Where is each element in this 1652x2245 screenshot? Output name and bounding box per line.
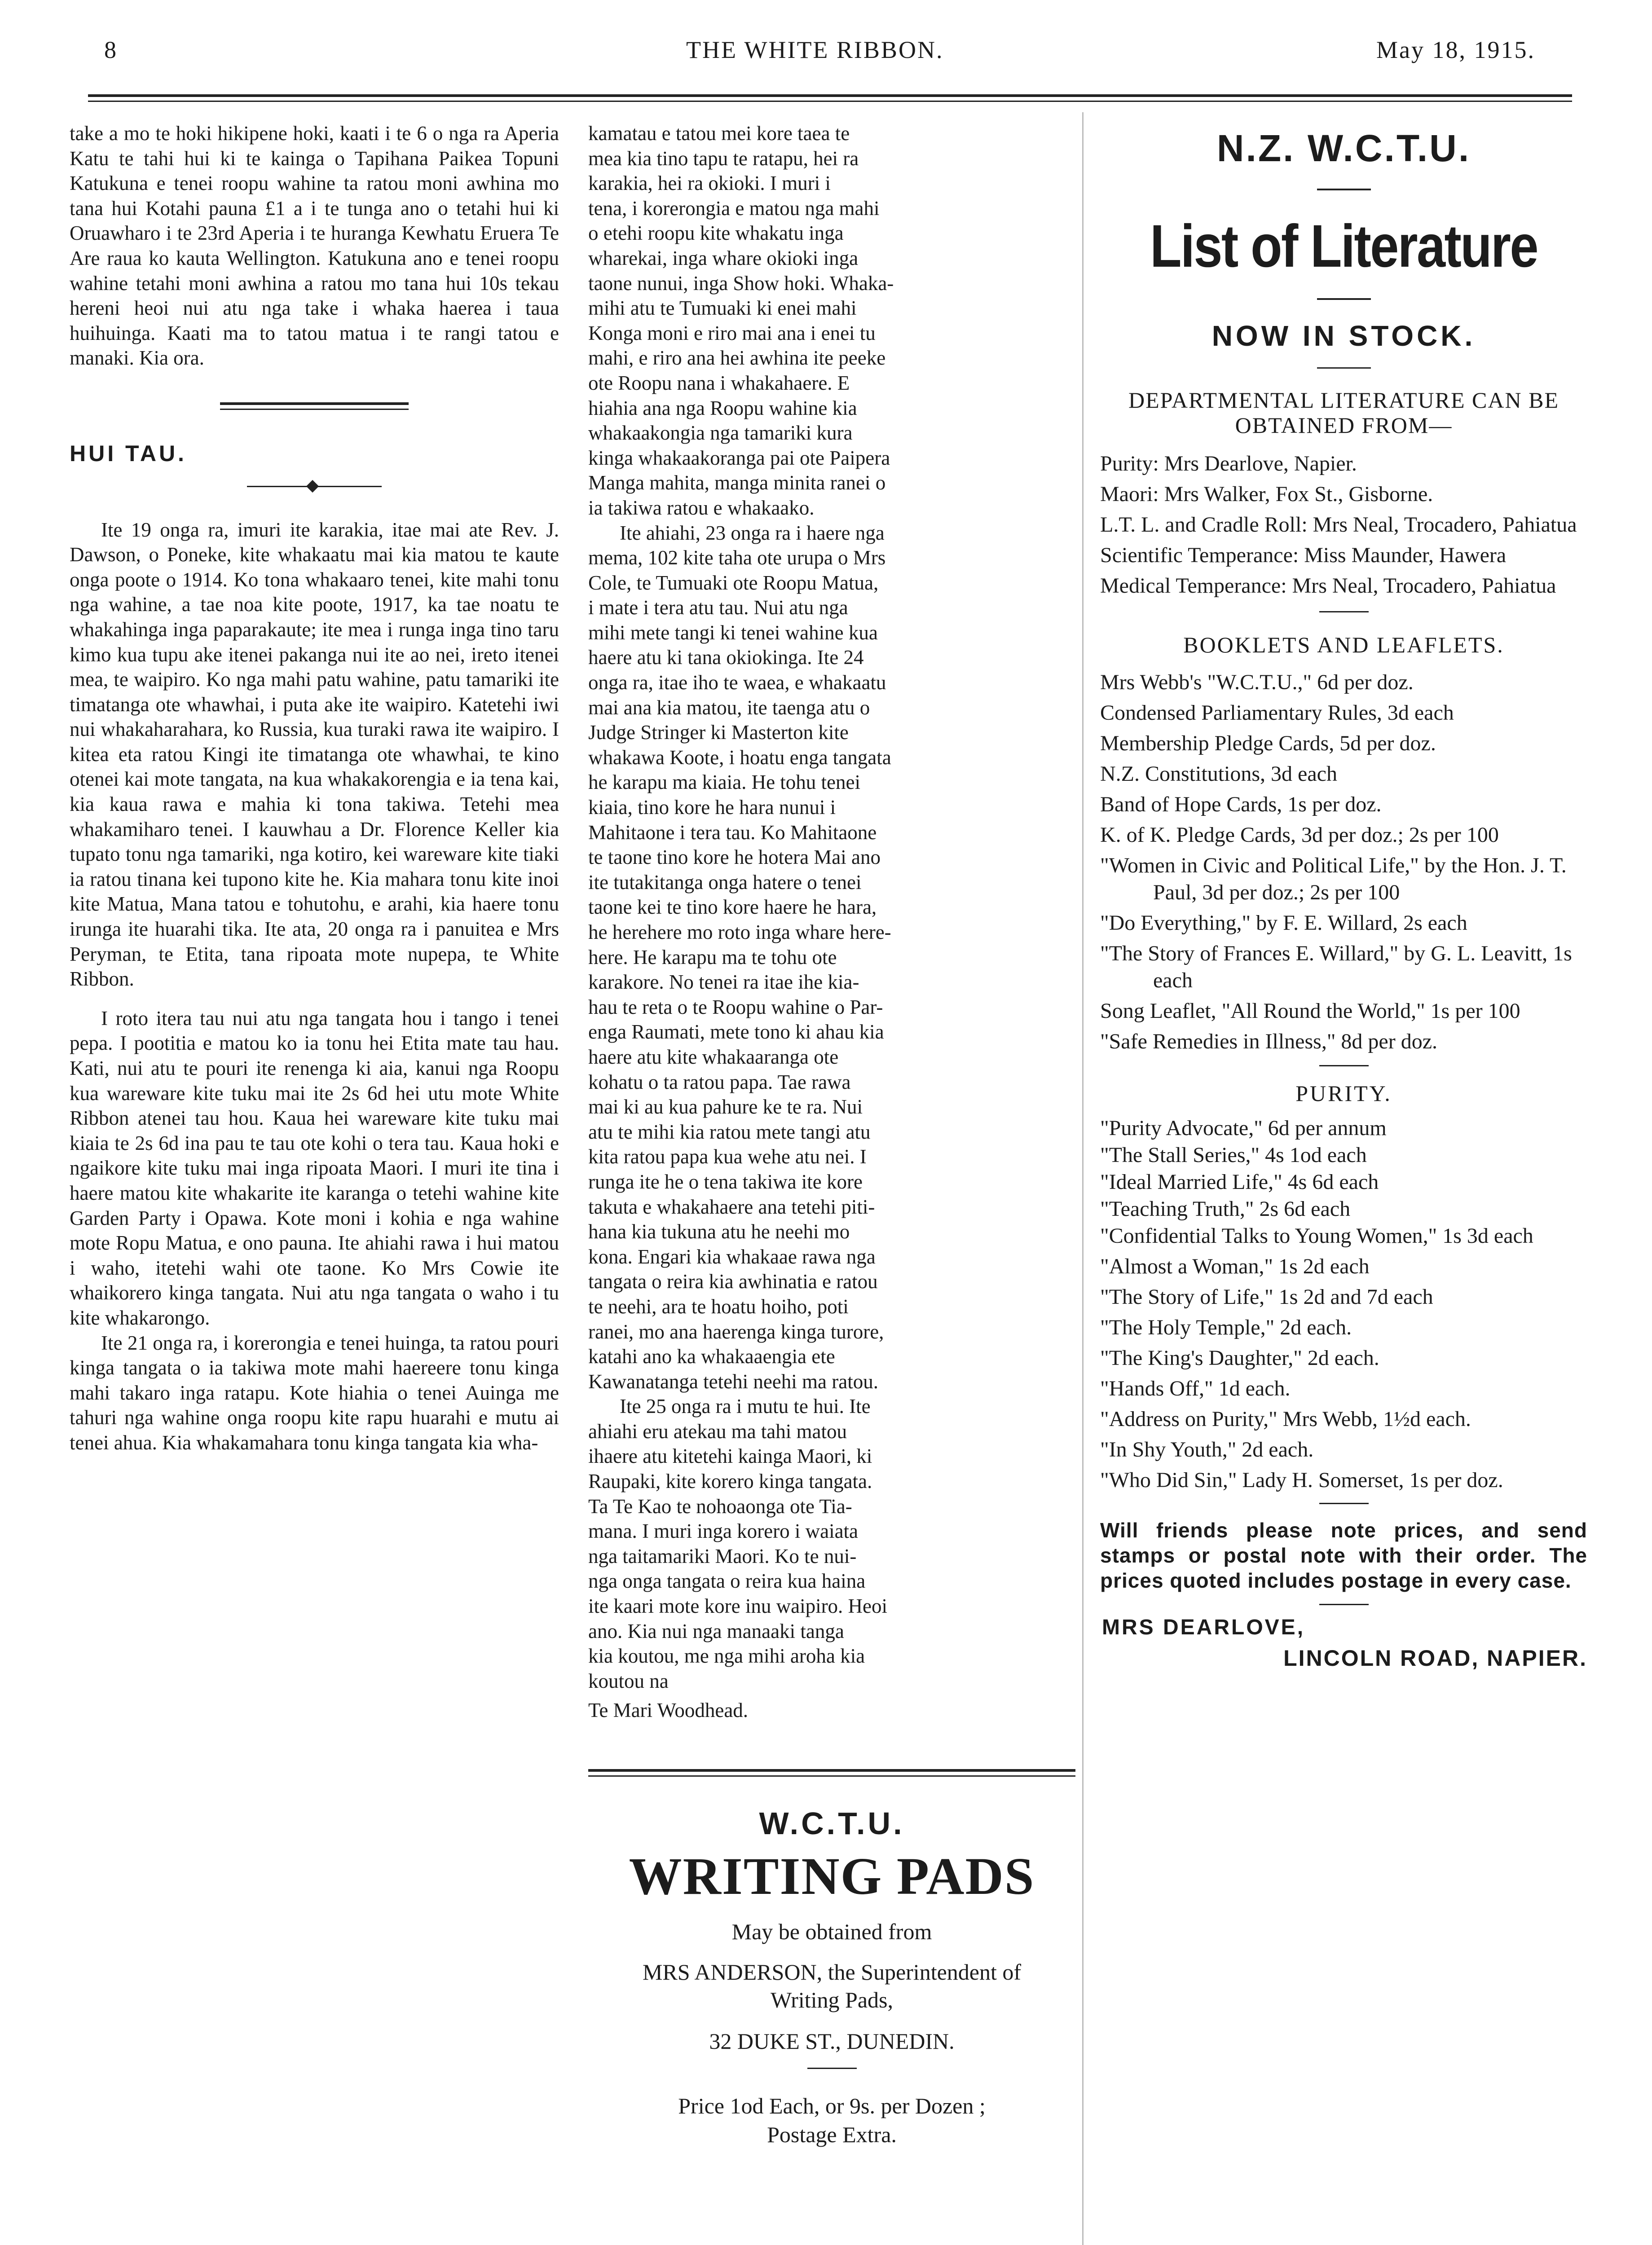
hui-tau-heading: HUI TAU. (70, 440, 187, 466)
literature-divider (1319, 1065, 1369, 1066)
signature: Te Mari Woodhead. (588, 1699, 749, 1722)
booklet-entry: "The Story of Frances E. Willard," by G. L. Leavitt, 1s each (1100, 942, 1572, 992)
column-2 (588, 121, 1073, 1723)
literature-subtitle: NOW IN STOCK. (1211, 320, 1476, 352)
header-rule (88, 94, 1572, 97)
header-rule-thin (88, 101, 1572, 102)
dept-entry: Scientific Temperance: Miss Maunder, Hawera (1100, 543, 1507, 567)
contact-address: LINCOLN ROAD, NAPIER. (1283, 1646, 1587, 1671)
maori-report-paragraph: kamatau e tatou mei kore taea te mea kia tino tapu te ratapu, hei ra karakia, hei ra okioki. I muri i tena, i korerongia e matou nga mahi o etehi roopu kite whakatu inga wharekai, inga whare okioki inga taone nunui, inga Show hoki. Whaka- mihi atu te Tumuaki ki enei mahi Konga moni e riro mai ana i enei tu mahi, e riro ana hei awhina ite peeke ote Roopu nana i whakahaere. E hiahia ana nga Roopu wahine kia whakaakongia nga tamariki kura kinga whakaakoranga pai ote Paipera Manga mahita, manga minita ranei o ia takiwa ratou e whakaako. (588, 122, 894, 519)
dept-entry: Maori: Mrs Walker, Fox St., Gisborne. (1100, 482, 1433, 506)
ornament-divider (247, 482, 382, 491)
purity-entry: "In Shy Youth," 2d each. (1100, 1438, 1314, 1461)
purity-entry: "Almost a Woman," 1s 2d each (1100, 1255, 1370, 1278)
ad-org: W.C.T.U. (759, 1806, 905, 1841)
issue-date: May 18, 1915. (1376, 36, 1535, 63)
column-divider (1082, 112, 1084, 2245)
literature-divider (1317, 298, 1371, 300)
intro-paragraph: take a mo te hoki hikipene hoki, kaati i te 6 o nga ra Aperia Katu te tahi hui ki te kainga o Tapihana Paikea Topuni Katukuna e tenei roopu wahine ta ratou moni awhina mo tana hui Kotahi pauna £1 a i te tunga ano o tetahi hui ki Oruawharo i te 23rd Aperia i te huranga Kewhatu Eruera Te Are raua ko kauta Wellington. Katukuna ano e tenei roopu wahine tetahi moni awhina a ratou mo tana hui 10s tekau hereni heoi nui atu nga take i whaka haerea i taua huihuinga. Kaati ma to tatou matua i te rangi tatou e manaki. Kia ora. (70, 122, 559, 370)
booklet-entry: "Safe Remedies in Illness," 8d per doz. (1100, 1030, 1438, 1053)
hui-tau-paragraph: Ite 19 onga ra, imuri ite karakia, itae mai ate Rev. J. Dawson, o Poneke, kite whakaatu mai kia matou te kaute onga poote o 1914. Ko tona whakaaro tenei, kite mahi tonu nga wahine, a tae noa kite poote, 1917, ka tae noatu te whakahinga inga paparakaute; ite mea i runga inga tino taru kimo kua tupu ake itenei pakanga nui ite ao nei, ireto itenei mea, te waipiro. Ko nga mahi patu wahine, patu tamariki ite timatanga ote whawhai, i puta ake ite waipiro. Katetehi iwi nui whakaharahara, ko Russia, kua turaki rawa ite waipiro. I kitea eta ratou Kingi ite timatanga ote whawhai, te kino otenei kai mote tangata, na kua whakakorengia e ia tena kai, kia kaua rawa e mahia ki tona takiwa. Tetehi mea whakamiharo tenei. I kauwhau a Dr. Florence Keller kia tupato tonu nga tamariki, nga kotiro, kei wareware kite tiaki ia ratou tinana kei tupono kite he. Kia mahara tonu kite inoi kite Matua, Mana tatou e tohutohu, e arahi, kia haere tonu irunga ite huarahi tika. Ite ata, 20 onga ra i panuitea e Mrs Peryman, te Etita, tana ripoata mote nupepa, te White Ribbon. (70, 518, 559, 990)
literature-divider (1317, 367, 1371, 369)
booklet-entry: Condensed Parliamentary Rules, 3d each (1100, 701, 1454, 725)
booklet-entry: N.Z. Constitutions, 3d each (1100, 762, 1337, 786)
booklet-entry: Band of Hope Cards, 1s per doz. (1100, 792, 1382, 816)
literature-divider (1319, 611, 1369, 612)
ordering-note: Will friends please note prices, and send stamps or postal note with their order. The prices quoted includes postage in every case. (1100, 1519, 1587, 1592)
ad-superintendent: MRS ANDERSON, the Superintendent of Writing Pads, (642, 1959, 1022, 2012)
booklet-entry: "Do Everything," by F. E. Willard, 2s each (1100, 911, 1467, 935)
section-rule (220, 402, 409, 405)
booklet-entry: "Women in Civic and Political Life," by the Hon. J. T. Paul, 3d per doz.; 2s per 100 (1100, 854, 1567, 904)
contact-name: MRS DEARLOVE, (1102, 1616, 1305, 1639)
purity-heading: PURITY. (1295, 1081, 1392, 1106)
maori-report-paragraph: Ite ahiahi, 23 onga ra i haere nga mema, 102 kite taha ote urupa o Mrs Cole, te Tumuaki ote Roopu Matua, i mate i tera atu tau. Nui atu nga mihi mete tangi ki tenei wahine kua haere atu ki tana okiokinga. Ite 24 onga ra, itae iho te waea, e whakaatu mai ana kia matou, ite taenga atu o Judge Stringer ki Masterton kite whakawa Koote, i hoatu enga tangata he karapu ma kiaia. He tohu tenei kiaia, tino kore he hara nunui i Mahitaone i tera tau. Ko Mahitaone te taone tino kore he hotera Mai ano ite tutakitanga onga hatere o tenei taone kei te tino kore haere he hara, he herehere mo roto inga whare here- here. He karapu ma te tohu ote karakore. No tenei ra itae ihe kia- hau te reta o te Roopu wahine o Par- enga Raumati, mete tono ki ahau kia haere atu kite whakaaranga ote kohatu o ta ratou papa. Tae rawa mai ki au kua pahure ke te ra. Nui atu te mihi kia ratou mete tangi atu kita ratou papa kua wehe atu nei. I runga ite he o tena takiwa ite kore takuta e whakahaere ana tetehi piti- hana kia tukuna atu he neehi mo kona. Engari kia whakaae rawa nga tangata o reira kia awhinatia e ratou te neehi, ara te hoatu hoiho, poti ranei, mo ana haerenga kinga turore, katahi ano ka whakaaengia ete Kawanatanga tetehi neehi ma ratou. (588, 521, 891, 1393)
purity-entry: "Hands Off," 1d each. (1100, 1377, 1291, 1400)
literature-divider (1319, 1503, 1369, 1504)
masthead: THE WHITE RIBBON. (686, 36, 944, 63)
ad-rule (588, 1769, 1075, 1772)
booklet-entry: Membership Pledge Cards, 5d per doz. (1100, 731, 1436, 755)
hui-tau-paragraph: I roto itera tau nui atu nga tangata hou i tango i tenei pepa. I pootitia e matou ko ia tonu hei Etita mate tau hau. Kati, nui atu te pouri ite renenga ki aia, kanui nga Roopu kua wareware kite tuku mai ite 2s 6d hei utu mote White Ribbon atenei tau hou. Kaua hei wareware kite tuku mai kiaia te 2s 6d ina pau te tau ote kohi o tera tau. Kaua hoki e ngaikore kite tuku mai inga ripoata Maori. I muri ite tina i haere matou kite whakarite ite karanga o tetehi wahine kite Garden Party i Opawa. Kote moni i kohia e nga wahine mote Ropu Matua, e ono pauna. Ite ahiahi rawa i hui matou i waho, itetehi wahi ote taone. Ko Mrs Cowie ite whaikorero kinga tangata. Nui atu nga tangata o waho i tu kite whakarongo. (70, 1007, 559, 1329)
dept-entry: L.T. L. and Cradle Roll: Mrs Neal, Trocadero, Pahiatua (1100, 513, 1577, 537)
hui-tau-section (70, 402, 559, 491)
purity-entry: "Teaching Truth," 2s 6d each (1100, 1197, 1351, 1221)
ad-divider (807, 2068, 857, 2069)
ad-title: WRITING PADS (629, 1847, 1035, 1906)
maori-report-paragraph: Ite 25 onga ra i mutu te hui. Ite ahiahi eru atekau ma tahi matou ihaere atu kitetehi kainga Maori, ki Raupaki, kite korero kinga tangata. Ta Te Kao te nohoaonga ote Tia- mana. I muri inga korero i waiata nga taitamariki Maori. Ko te nui- nga onga tangata o reira kua haina ite kaari mote kore inu waipiro. Heoi ano. Kia nui nga manaaki tanga kia koutou, me nga mihi aroha kia koutou na (588, 1395, 888, 1692)
literature-column (1100, 117, 1587, 1672)
purity-entry: "Who Did Sin," Lady H. Somerset, 1s per doz. (1100, 1468, 1503, 1492)
literature-divider (1317, 189, 1371, 190)
ad-price: Price 1od Each, or 9s. per Dozen ; Postage Extra. (678, 2093, 986, 2147)
hui-tau-paragraph: Ite 21 onga ra, i korerongia e tenei huinga, ta ratou pouri kinga tangata o ia takiwa mote mahi haereere tonu kinga mahi takaro inga ratapu. Kote hiahia o tenei Auinga me tahuri nga wahine onga roopu kite rapu huarahi e mutu ai tenei ahua. Kia whakamahara tonu kinga tangata kia wha- (70, 1331, 559, 1454)
writing-pads-ad (588, 1769, 1075, 2149)
dept-entry: Medical Temperance: Mrs Neal, Trocadero, Pahiatua (1100, 574, 1556, 598)
ad-obtained: May be obtained from (731, 1919, 932, 1944)
purity-entry: "Purity Advocate," 6d per annum (1100, 1116, 1387, 1140)
literature-divider (1319, 1604, 1369, 1605)
booklet-entry: K. of K. Pledge Cards, 3d per doz.; 2s per 100 (1100, 823, 1499, 847)
purity-entry: "The Story of Life," 1s 2d and 7d each (1100, 1285, 1433, 1309)
booklets-heading: BOOKLETS AND LEAFLETS. (1183, 632, 1504, 657)
purity-entry: "The King's Daughter," 2d each. (1100, 1346, 1379, 1370)
dept-heading: DEPARTMENTAL LITERATURE CAN BE OBTAINED FROM— (1128, 387, 1559, 438)
ad-address: 32 DUKE ST., DUNEDIN. (709, 2029, 955, 2054)
purity-entry: "The Holy Temple," 2d each. (1100, 1316, 1352, 1339)
booklet-entry: Song Leaflet, "All Round the World," 1s per 100 (1100, 999, 1520, 1023)
column-1 (70, 121, 559, 1456)
ad-rule-thin (588, 1775, 1075, 1777)
purity-entry: "The Stall Series," 4s 1od each (1100, 1143, 1367, 1167)
literature-title: List of Literature (1150, 213, 1537, 280)
dept-entry: Purity: Mrs Dearlove, Napier. (1100, 452, 1357, 475)
section-rule-thin (220, 409, 409, 410)
literature-org: N.Z. W.C.T.U. (1216, 127, 1471, 169)
purity-entry: "Ideal Married Life," 4s 6d each (1100, 1170, 1379, 1194)
purity-entry: "Confidential Talks to Young Women," 1s 3d each (1100, 1224, 1533, 1248)
booklet-entry: Mrs Webb's "W.C.T.U.," 6d per doz. (1100, 670, 1414, 694)
purity-entry: "Address on Purity," Mrs Webb, 1½d each. (1100, 1407, 1471, 1431)
page-number: 8 (104, 36, 118, 63)
